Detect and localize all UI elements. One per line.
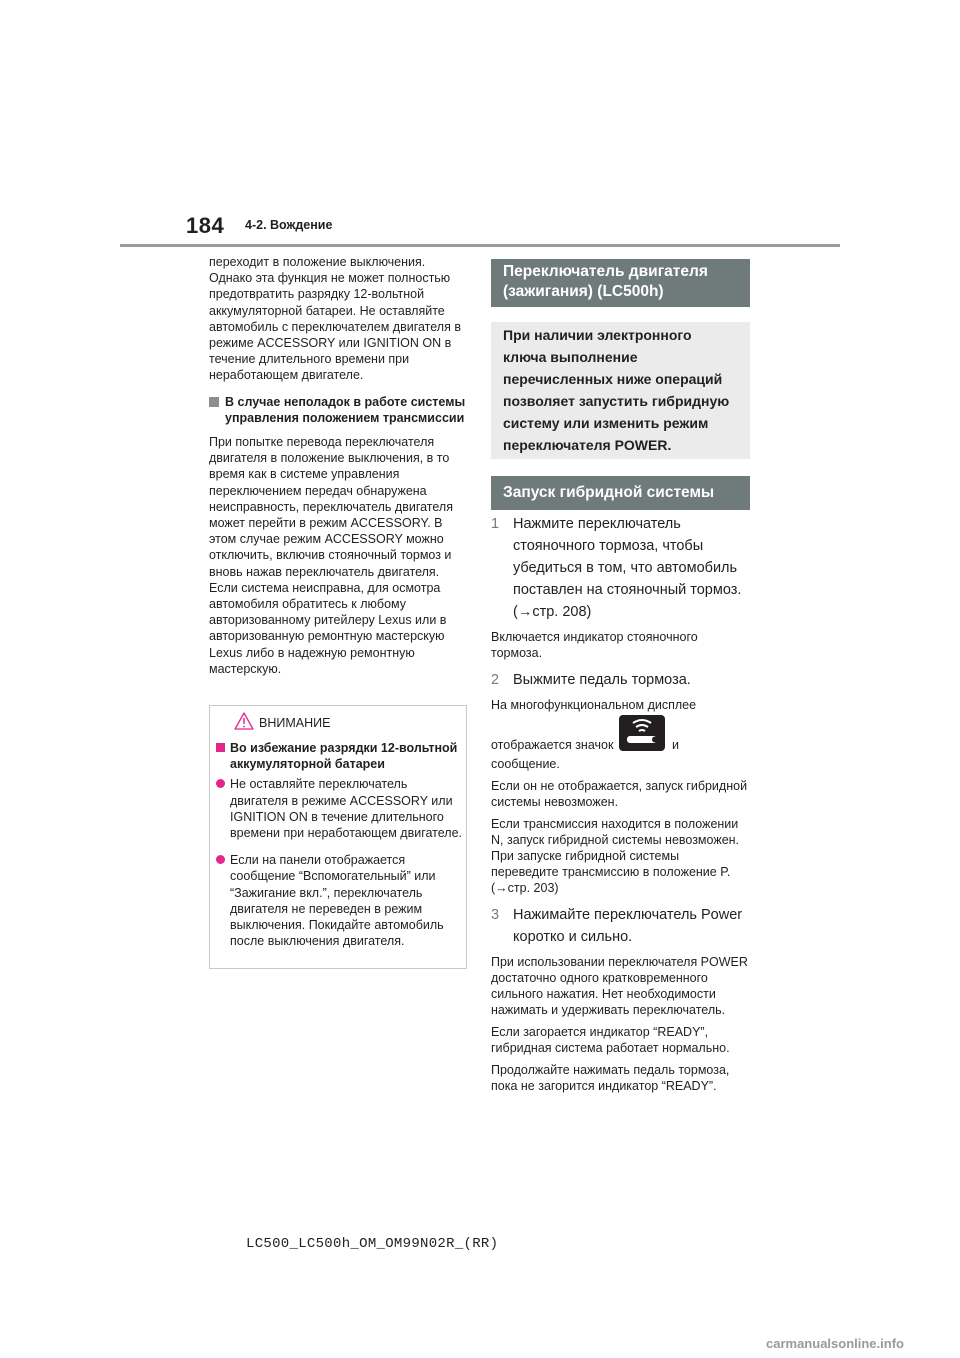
step-number: 2: [491, 672, 500, 688]
left-subheading: [209, 394, 467, 426]
warning-heading-text: Во избежание разрядки 12-вольтной аккумуляторной батареи: [230, 741, 458, 772]
note: сообщение.: [491, 757, 560, 771]
step-text: Выжмите педаль тормоза.: [513, 672, 691, 688]
warning-heading: [216, 740, 462, 772]
left-paragraph-1: переходит в положение выключения. Однако эта функция не может полностью предотвратить разрядку 12-вольтной аккумуляторной батареи. Не оставляйте автомобиль с переключателем двигателя в режиме ACCESSORY или IGNITION ON в течение длительного времени при неработающем двигателе.: [209, 255, 461, 383]
warning-box: [209, 705, 467, 969]
warning-item: [216, 852, 462, 949]
warning-header: [210, 706, 466, 740]
document-code: LC500_LC500h_OM_OM99N02R_(RR): [246, 1236, 499, 1252]
left-subheading-text: В случае неполадок в работе системы управления положением трансмиссии: [225, 394, 466, 425]
step-text: Нажмите переключатель стояночного тормоза, чтобы убедиться в том, что автомобиль поставлен на стояночный тормоз. (→стр. 208): [513, 516, 742, 620]
note: Если он не отображается, запуск гибридной системы невозможен.: [491, 779, 748, 809]
step-1: [491, 513, 750, 623]
section-heading-band: Запуск гибридной системы: [491, 476, 750, 510]
note: Продолжайте нажимать педаль тормоза, пока не загорится индикатор “READY”.: [491, 1063, 730, 1093]
note-text: и: [672, 738, 679, 752]
left-paragraph-2: При попытке перевода переключателя двигателя в положение выключения, в то время как в системе управления переключением передач обнаружена неисправность, переключатель двигателя может перейти в режим ACCESSORY. В этом случае режим ACCESSORY можно отключить, включив стояночный тормоз и вновь нажав переключатель двигателя. Если система неисправна, для осмотра автомобиля обратитесь к любому авторизованному ритейлеру Lexus или в авторизованную ремонтную мастерскую Lexus либо в надежную ремонтную мастерскую.: [209, 435, 453, 676]
section-title: 4-2. Вождение: [245, 218, 333, 232]
left-column: [209, 254, 467, 677]
warning-item-text: Если на панели отображается сообщение “Вспомогательный” или “Зажигание вкл.”, переключатель двигателя не переведен в режим выключения. Покидайте автомобиль после выключения двигателя.: [230, 853, 444, 949]
indicator-line: [491, 713, 750, 751]
note: При использовании переключателя POWER достаточно одного кратковременного сильного нажатия. Нет необходимости нажимать и удерживать переключатель.: [491, 955, 748, 1017]
warning-triangle-icon: [234, 712, 254, 730]
right-column: [491, 513, 750, 1094]
note-text: отображается значок: [491, 738, 614, 752]
note: На многофункциональном дисплее: [491, 698, 697, 712]
step-text: Нажимайте переключатель Power коротко и сильно.: [513, 907, 743, 945]
step-2: [491, 669, 750, 691]
brake-pedal-indicator-icon: [619, 715, 665, 751]
note: Включается индикатор стояночного тормоза.: [491, 630, 698, 660]
header-divider: [120, 244, 840, 247]
step-3: [491, 904, 750, 948]
square-bullet-icon: [216, 743, 225, 752]
step-number: 1: [491, 516, 500, 532]
warning-item-text: Не оставляйте переключатель двигателя в режиме ACCESSORY или IGNITION ON в течение длительного времени при неработающем двигателе.: [230, 777, 463, 841]
note: Если трансмиссия находится в положении N, запуск гибридной системы невозможен. При запуске гибридной системы переведите трансмиссию в положение P. (→стр. 203): [491, 817, 740, 895]
round-bullet-icon: [216, 779, 225, 788]
square-bullet-icon: [209, 397, 219, 407]
intro-box: При наличии электронного ключа выполнение перечисленных ниже операций позволяет запустить гибридную систему или изменить режим переключателя POWER.: [491, 322, 750, 459]
note: Если загорается индикатор “READY”, гибридная система работает нормально.: [491, 1025, 730, 1055]
section-heading-band: Переключатель двигателя (зажигания) (LC500h): [491, 259, 750, 307]
watermark: carmanualsonline.info: [766, 1336, 904, 1351]
warning-item: [216, 776, 462, 841]
step-number: 3: [491, 907, 500, 923]
round-bullet-icon: [216, 855, 225, 864]
warning-title: ВНИМАНИЕ: [259, 716, 331, 730]
warning-body: [216, 740, 462, 949]
page-number: 184: [186, 213, 225, 238]
